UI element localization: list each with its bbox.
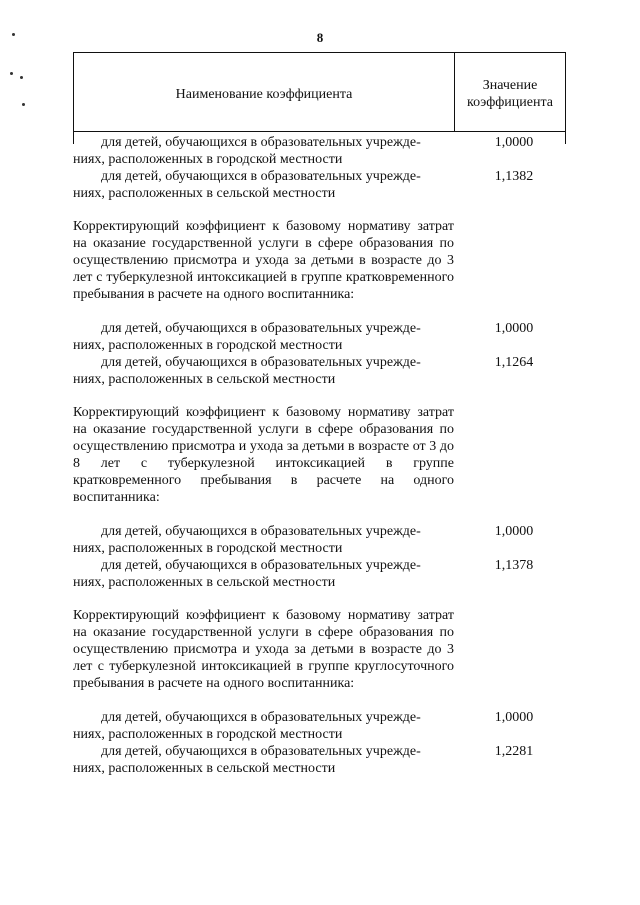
scan-speck [10, 72, 13, 75]
row-text-line1: для детей, обучающихся в образовательных учрежде- [101, 524, 421, 539]
scan-speck [20, 76, 23, 79]
scan-speck [22, 103, 25, 106]
coefficient-row [73, 557, 566, 591]
coefficient-row [73, 743, 566, 777]
coefficient-value: 1,1382 [494, 169, 534, 184]
row-text-line1: для детей, обучающихся в образовательных учрежде- [101, 744, 421, 759]
row-text-line2: ниях, расположенных в сельской местности [73, 186, 336, 201]
document-body [73, 134, 566, 777]
coefficient-value: 1,0000 [494, 524, 534, 539]
row-text-line1: для детей, обучающихся в образовательных учрежде- [101, 135, 421, 150]
coefficient-value: 1,1264 [494, 355, 534, 370]
coefficient-value: 1,0000 [494, 321, 534, 336]
row-text-line1: для детей, обучающихся в образовательных учрежде- [101, 321, 421, 336]
section-description: Корректирующий коэффициент к базовому нормативу затрат на оказание государственной услуги в сфере образования по осуществлению присмотра и ухода за детьми в возрасте до 3 лет с туберкулезной интоксикацией в группе круглосуточного пребывания в расчете на одного воспитанника: [73, 608, 454, 691]
coefficient-row [73, 168, 566, 202]
coefficient-value: 1,2281 [494, 744, 534, 759]
table-header [73, 52, 566, 132]
coefficient-value: 1,0000 [494, 135, 534, 150]
coefficient-row [73, 320, 566, 354]
section-description: Корректирующий коэффициент к базовому нормативу затрат на оказание государственной услуги в сфере образования по осуществлению присмотра и ухода за детьми в возрасте от 3 до 8 лет с туберкулезной интоксикацией в группе кратковременного пребывания в расчете на одного воспитанника: [73, 405, 454, 505]
row-text-line2: ниях, расположенных в сельской местности [73, 372, 336, 387]
header-name-column: Наименование коэффициента [74, 53, 455, 131]
row-text-line2: ниях, расположенных в сельской местности [73, 575, 336, 590]
coefficient-row [73, 134, 566, 168]
row-text-line2: ниях, расположенных в городской местности [73, 727, 343, 742]
row-text-line1: для детей, обучающихся в образовательных учрежде- [101, 558, 421, 573]
header-value-column: Значение коэффициента [467, 78, 553, 110]
page-number: 8 [316, 30, 324, 45]
coefficient-value: 1,0000 [494, 710, 534, 725]
coefficient-row [73, 354, 566, 388]
coefficient-value: 1,1378 [494, 558, 534, 573]
row-text-line2: ниях, расположенных в сельской местности [73, 761, 336, 776]
row-text-line1: для детей, обучающихся в образовательных учрежде- [101, 710, 421, 725]
row-text-line1: для детей, обучающихся в образовательных учрежде- [101, 355, 421, 370]
coefficient-row [73, 523, 566, 557]
coefficient-row [73, 709, 566, 743]
section-description: Корректирующий коэффициент к базовому нормативу затрат на оказание государственной услуги в сфере образования по осуществлению присмотра и ухода за детьми в возрасте до 3 лет с туберкулезной интоксикацией в группе кратковременного пребывания в расчете на одного воспитанника: [73, 219, 454, 302]
row-text-line2: ниях, расположенных в городской местности [73, 152, 343, 167]
row-text-line2: ниях, расположенных в городской местности [73, 338, 343, 353]
row-text-line1: для детей, обучающихся в образовательных учрежде- [101, 169, 421, 184]
row-text-line2: ниях, расположенных в городской местности [73, 541, 343, 556]
